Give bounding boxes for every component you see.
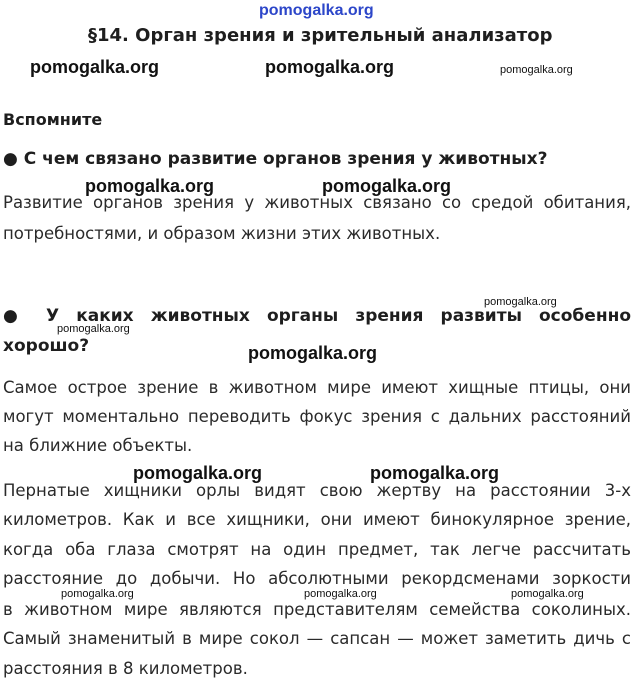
answer-1-line: Развитие органов зрения у животных связано со средой обитания, — [3, 193, 631, 212]
page-title: §14. Орган зрения и зрительный анализатор — [88, 25, 553, 46]
paragraph-1-line: на ближние объекты. — [3, 436, 193, 455]
watermark: pomogalka.org — [484, 296, 557, 308]
paragraph-1-line: Самое острое зрение в животном мире имеют хищные птицы, они — [3, 378, 631, 397]
bullet: ● — [3, 149, 18, 169]
section-heading: Вспомните — [3, 110, 103, 129]
watermark: pomogalka.org — [370, 463, 500, 483]
watermark-top: pomogalka.org — [259, 2, 374, 19]
watermark: pomogalka.org — [248, 343, 378, 363]
watermark: pomogalka.org — [61, 588, 134, 600]
bullet: ● — [3, 306, 29, 326]
question-2-line: хорошо? — [3, 336, 90, 356]
paragraph-2-line: в животном мире являются представителям семейства соколиных. — [3, 600, 631, 619]
watermark: pomogalka.org — [511, 588, 584, 600]
watermark: pomogalka.org — [57, 323, 130, 335]
paragraph-2-line: расстояния в 8 километров. — [3, 659, 248, 678]
watermark: pomogalka.org — [133, 463, 263, 483]
paragraph-2-line: километров. Как и все хищники, они имеют бинокулярное зрение, — [3, 510, 631, 529]
question-1 — [3, 149, 547, 169]
watermark: pomogalka.org — [85, 176, 215, 196]
paragraph-1-line: могут моментально переводить фокус зрения с дальних расстояний — [3, 407, 631, 426]
paragraph-2-line: Пернатые хищники орлы видят свою жертву на расстоянии 3-х — [3, 481, 631, 500]
question-text: С чем связано развитие органов зрения у животных? — [23, 149, 548, 169]
answer-1-line: потребностями, и образом жизни этих животных. — [3, 224, 441, 243]
watermark: pomogalka.org — [304, 588, 377, 600]
watermark: pomogalka.org — [265, 57, 395, 77]
watermark: pomogalka.org — [500, 64, 573, 76]
paragraph-2-line: когда оба глаза смотрят на один предмет, так легче рассчитать — [3, 540, 631, 559]
paragraph-2-line: расстояние до добычи. Но абсолютными рекордсменами зоркости — [3, 569, 631, 588]
question-text: У каких животных органы зрения развиты особенно — [46, 306, 632, 326]
watermark: pomogalka.org — [30, 57, 160, 77]
watermark: pomogalka.org — [322, 176, 452, 196]
paragraph-2-line: Самый знаменитый в мире сокол — сапсан — может заметить дичь с — [3, 629, 631, 648]
